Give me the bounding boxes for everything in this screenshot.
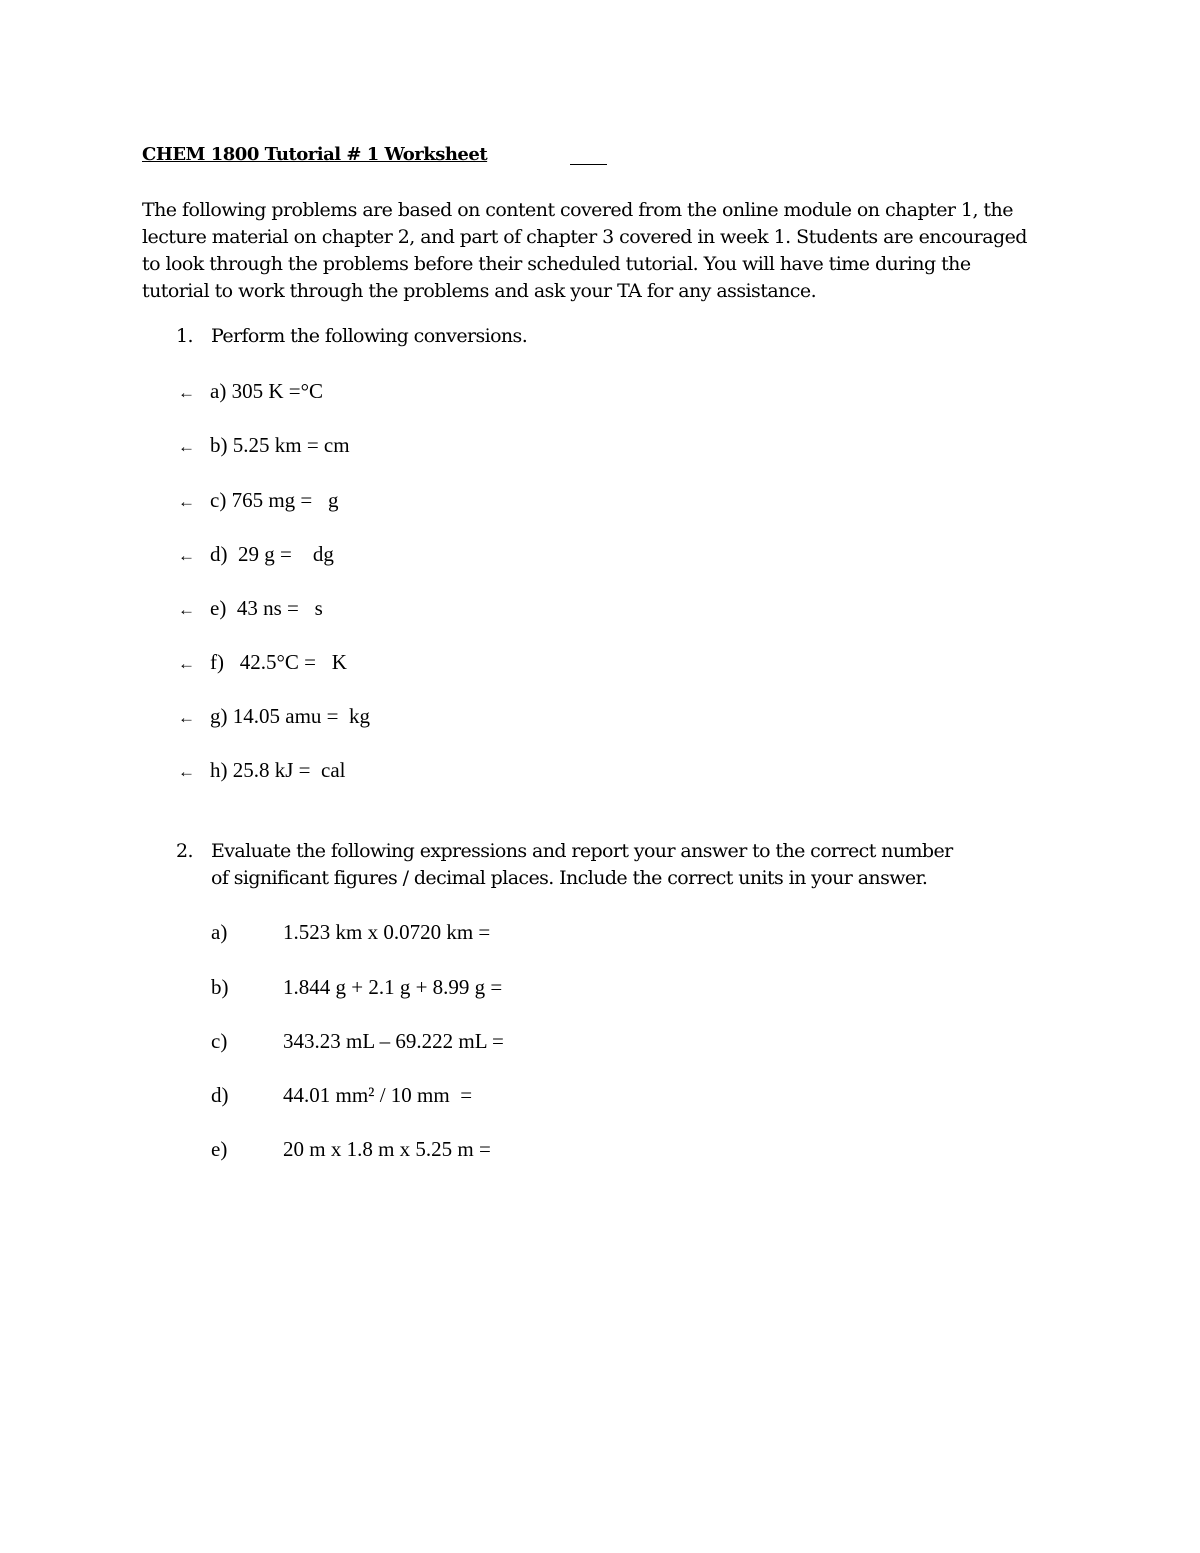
conversion-text: d) 29 g = dg	[210, 542, 334, 566]
expression-text: 1.844 g + 2.1 g + 8.99 g =	[283, 975, 503, 999]
conversion-text: c) 765 mg = g	[210, 488, 339, 512]
question-2-line-2: of significant figures / decimal places. Include the correct units in your answer.	[211, 867, 928, 889]
conversion-text: a) 305 K =°C	[210, 379, 323, 403]
worksheet-title: CHEM 1800 Tutorial # 1 Worksheet	[142, 144, 488, 165]
intro-line: The following problems are based on content covered from the online module on chapter 1, the	[142, 199, 1013, 221]
question-1-heading	[176, 325, 527, 347]
expression-text: 20 m x 1.8 m x 5.25 m =	[283, 1137, 491, 1161]
conversion-text: e) 43 ns = s	[210, 596, 323, 620]
expression-label: a)	[211, 920, 228, 944]
question-2-line-1: Evaluate the following expressions and report your answer to the correct number	[211, 840, 953, 862]
expression-label: b)	[211, 975, 229, 999]
left-arrow-icon: ←	[178, 762, 195, 781]
conversion-text: g) 14.05 amu = kg	[210, 704, 370, 728]
expression-label: e)	[211, 1137, 228, 1161]
conversion-item	[178, 702, 370, 730]
expression-item	[211, 1027, 504, 1055]
intro-line: tutorial to work through the problems and ask your TA for any assistance.	[142, 280, 817, 302]
left-arrow-icon: ←	[178, 383, 195, 402]
intro-paragraph	[142, 197, 1062, 305]
expression-item	[211, 1081, 472, 1109]
conversion-text: b) 5.25 km = cm	[210, 433, 350, 457]
left-arrow-icon: ←	[178, 437, 195, 456]
conversion-item	[178, 756, 346, 784]
expression-text: 1.523 km x 0.0720 km =	[283, 920, 491, 944]
question-2-number: 2.	[176, 840, 193, 862]
expression-text: 343.23 mL – 69.222 mL =	[283, 1029, 504, 1053]
left-arrow-icon: ←	[178, 600, 195, 619]
conversion-item	[178, 431, 350, 459]
expression-item	[211, 973, 502, 1001]
conversion-item	[178, 594, 323, 622]
left-arrow-icon: ←	[178, 492, 195, 511]
left-arrow-icon: ←	[178, 546, 195, 565]
question-1-number: 1.	[176, 325, 193, 347]
expression-label: d)	[211, 1083, 229, 1107]
intro-line: to look through the problems before their scheduled tutorial. You will have time during the	[142, 253, 971, 275]
expression-label: c)	[211, 1029, 228, 1053]
question-1-text: Perform the following conversions.	[211, 325, 528, 347]
expression-item	[211, 1135, 491, 1163]
question-2-heading	[176, 838, 953, 892]
intro-line: lecture material on chapter 2, and part of chapter 3 covered in week 1. Students are encouraged	[142, 226, 1027, 248]
conversion-item	[178, 540, 334, 568]
conversion-text: f) 42.5°C = K	[210, 650, 347, 674]
conversion-item	[178, 648, 347, 676]
expression-item	[211, 918, 490, 946]
left-arrow-icon: ←	[178, 654, 195, 673]
conversion-item	[178, 377, 323, 405]
conversion-text: h) 25.8 kJ = cal	[210, 758, 346, 782]
title-blank-line	[570, 164, 607, 165]
conversion-item	[178, 486, 339, 514]
title-row	[142, 144, 1042, 172]
expression-text: 44.01 mm² / 10 mm =	[283, 1083, 473, 1107]
left-arrow-icon: ←	[178, 708, 195, 727]
